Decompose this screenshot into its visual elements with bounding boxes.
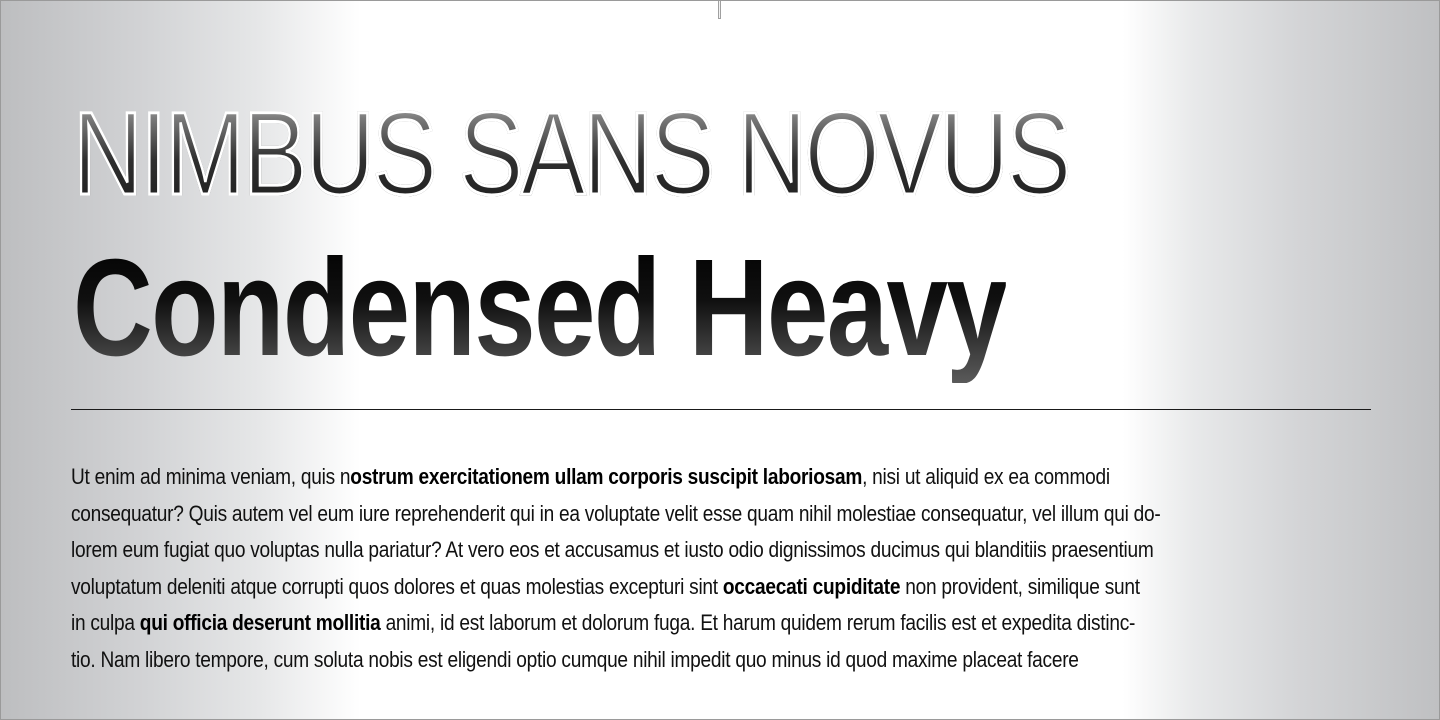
paragraph-line — [71, 459, 1199, 496]
paragraph-segment: Ut enim ad minima veniam, quis n — [71, 464, 351, 489]
horizontal-rule — [71, 409, 1371, 410]
paragraph-segment: voluptatum deleniti atque corrupti quos dolores et quas molestias excepturi sint — [71, 573, 723, 599]
bold-segment: ostrum exercitationem ullam corporis suscipit laboriosam — [350, 464, 863, 489]
top-center-marker — [718, 0, 721, 19]
paragraph-segment: in culpa — [71, 610, 140, 635]
font-family-title: NIMBUS SANS NOVUS — [73, 88, 1069, 220]
paragraph-segment: consequatur? Quis autem vel eum iure reprehenderit qui in ea voluptate velit esse quam nihil molestiae consequatur, vel illum qui do- — [71, 500, 1161, 526]
bold-segment: qui officia deserunt mollitia — [139, 610, 381, 635]
paragraph-line — [71, 532, 1199, 569]
paragraph-line — [71, 605, 1199, 642]
paragraph-line — [71, 569, 1199, 606]
paragraph-segment: non provident, similique sunt — [900, 573, 1140, 599]
paragraph-segment: animi, id est laborum et dolorum fuga. Et harum quidem rerum facilis est et expedita distinc- — [380, 610, 1136, 635]
bold-segment: occaecati cupiditate — [722, 573, 901, 599]
paragraph-line — [71, 496, 1199, 533]
specimen-paragraph — [71, 459, 1371, 678]
paragraph-segment: tio. Nam libero tempore, cum soluta nobis est eligendi optio cumque nihil impedit quo minus id quod maxime placeat facere — [71, 646, 1079, 672]
paragraph-segment: , nisi ut aliquid ex ea commodi — [862, 464, 1110, 489]
paragraph-line — [71, 642, 1199, 679]
font-style-title: Condensed Heavy — [73, 231, 1007, 385]
paragraph-segment: lorem eum fugiat quo voluptas nulla pariatur? At vero eos et accusamus et iusto odio dignissimos ducimus qui blanditiis praesentium — [71, 537, 1154, 562]
